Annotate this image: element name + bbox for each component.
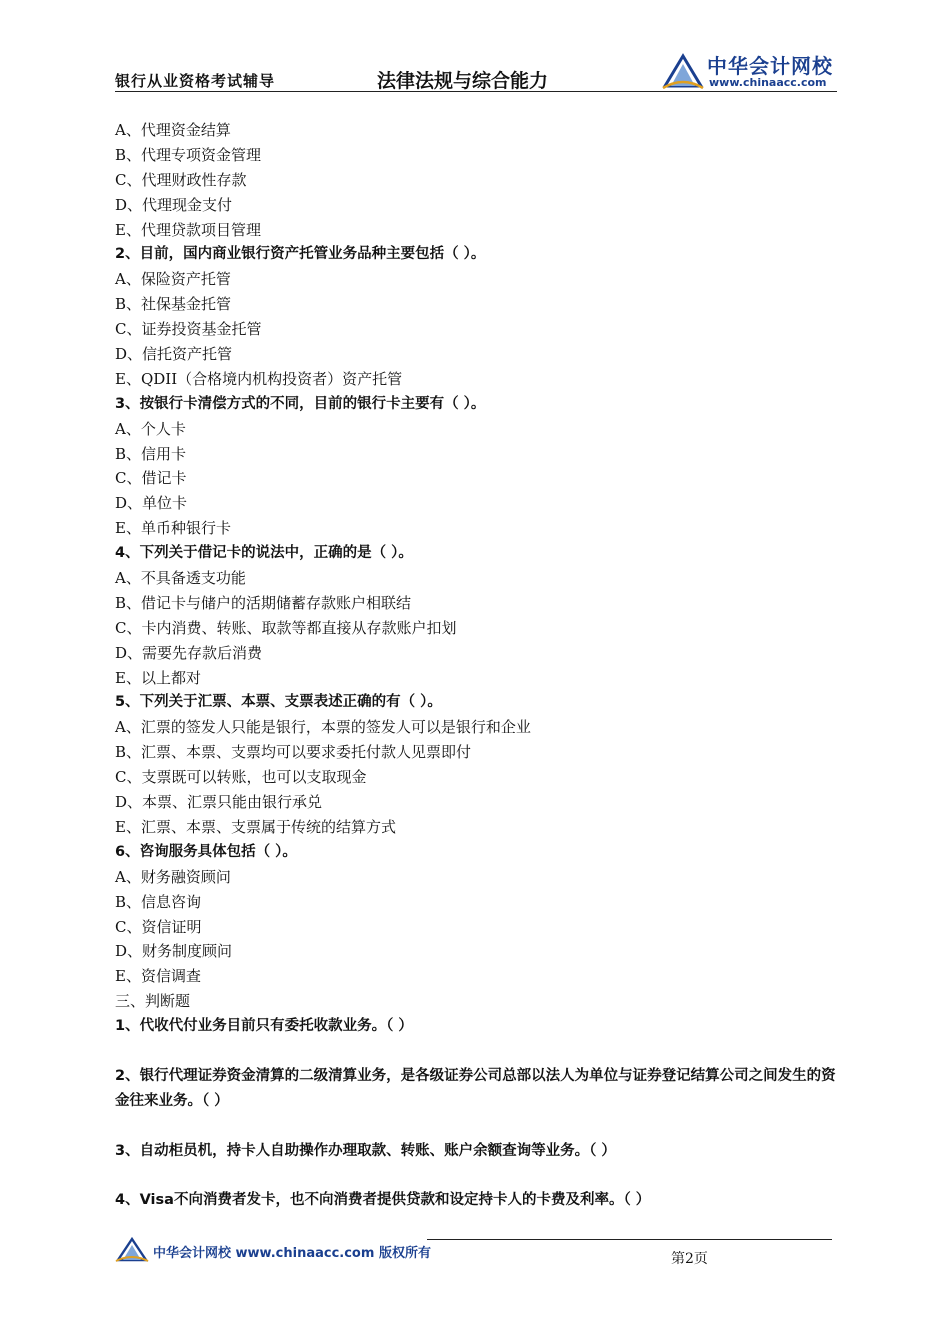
option-line: A、财务融资顾问	[115, 867, 231, 886]
header-divider	[115, 91, 837, 92]
option-line: A、不具备透支功能	[115, 569, 246, 588]
option-line: D、信托资产托管	[115, 345, 233, 364]
document-body	[115, 118, 837, 1213]
page-header	[115, 48, 837, 92]
chinaacc-logo	[661, 48, 841, 92]
option-line: E、单币种银行卡	[115, 519, 231, 538]
option-line: B、汇票、本票、支票均可以要求委托付款人见票即付	[115, 743, 472, 762]
footer-logo-icon	[115, 1236, 149, 1262]
option-line: C、代理财政性存款	[115, 170, 247, 189]
question-line: 3、按银行卡清偿方式的不同，目前的银行卡主要有（ ）。	[115, 395, 486, 412]
option-line: C、借记卡	[115, 469, 187, 488]
option-line: C、支票既可以转账，也可以支取现金	[115, 768, 367, 787]
page-footer	[115, 1232, 837, 1272]
question-line: 4、下列关于借记卡的说法中，正确的是（ ）。	[115, 545, 413, 562]
option-line: B、借记卡与储户的活期储蓄存款账户相联结	[115, 593, 412, 612]
option-line: D、单位卡	[115, 494, 188, 513]
option-line: A、汇票的签发人只能是银行，本票的签发人可以是银行和企业	[115, 718, 531, 737]
option-line: B、社保基金托管	[115, 295, 232, 314]
option-line: A、代理资金结算	[115, 121, 231, 139]
question-line: 2、银行代理证券资金清算的二级清算业务，是各级证券公司总部以法人为单位与证券登记结算公司之间发生的资金往来业务。（ ）	[115, 1067, 836, 1109]
question-line: 1、代收代付业务目前只有委托收款业务。（ ）	[115, 1018, 413, 1035]
question-line: 4、Visa不向消费者发卡，也不向消费者提供贷款和设定持卡人的卡费及利率。（ ）	[115, 1192, 651, 1209]
option-line: B、信息咨询	[115, 892, 202, 911]
footer-copyright: 中华会计网校 www.chinaacc.com 版权所有	[153, 1246, 431, 1261]
option-line: C、证券投资基金托管	[115, 320, 262, 339]
question-line: 2、目前，国内商业银行资产托管业务品种主要包括（ ）。	[115, 246, 486, 263]
logo-name: 中华会计网校	[707, 54, 833, 78]
header-exam-title: 银行从业资格考试辅导	[115, 72, 276, 90]
option-line: D、代理现金支付	[115, 195, 233, 214]
triangle-logo-icon	[661, 50, 705, 90]
option-line: B、代理专项资金管理	[115, 145, 262, 164]
option-line: C、卡内消费、转账、取款等都直接从存款账户扣划	[115, 618, 457, 637]
page-number: 第2页	[671, 1251, 708, 1267]
option-line: 三、判断题	[115, 992, 191, 1011]
option-line: E、汇票、本票、支票属于传统的结算方式	[115, 817, 396, 836]
header-subject-title: 法律法规与综合能力	[377, 70, 549, 92]
option-line: B、信用卡	[115, 444, 187, 463]
footer-divider	[427, 1239, 832, 1240]
option-line: D、需要先存款后消费	[115, 643, 263, 662]
option-line: E、以上都对	[115, 668, 201, 687]
option-line: D、本票、汇票只能由银行承兑	[115, 793, 323, 812]
question-line: 5、下列关于汇票、本票、支票表述正确的有（ ）。	[115, 694, 442, 711]
question-line: 6、咨询服务具体包括（ ）。	[115, 843, 297, 860]
option-line: C、资信证明	[115, 917, 202, 936]
option-line: E、代理贷款项目管理	[115, 220, 261, 239]
option-line: A、保险资产托管	[115, 270, 231, 289]
option-line: A、个人卡	[115, 419, 186, 438]
option-line: E、资信调查	[115, 967, 201, 986]
question-line: 3、自动柜员机，持卡人自助操作办理取款、转账、账户余额查询等业务。（ ）	[115, 1142, 616, 1159]
logo-url: www.chinaacc.com	[709, 76, 827, 89]
option-line: E、QDII（合格境内机构投资者）资产托管	[115, 369, 403, 388]
option-line: D、财务制度顾问	[115, 942, 233, 961]
